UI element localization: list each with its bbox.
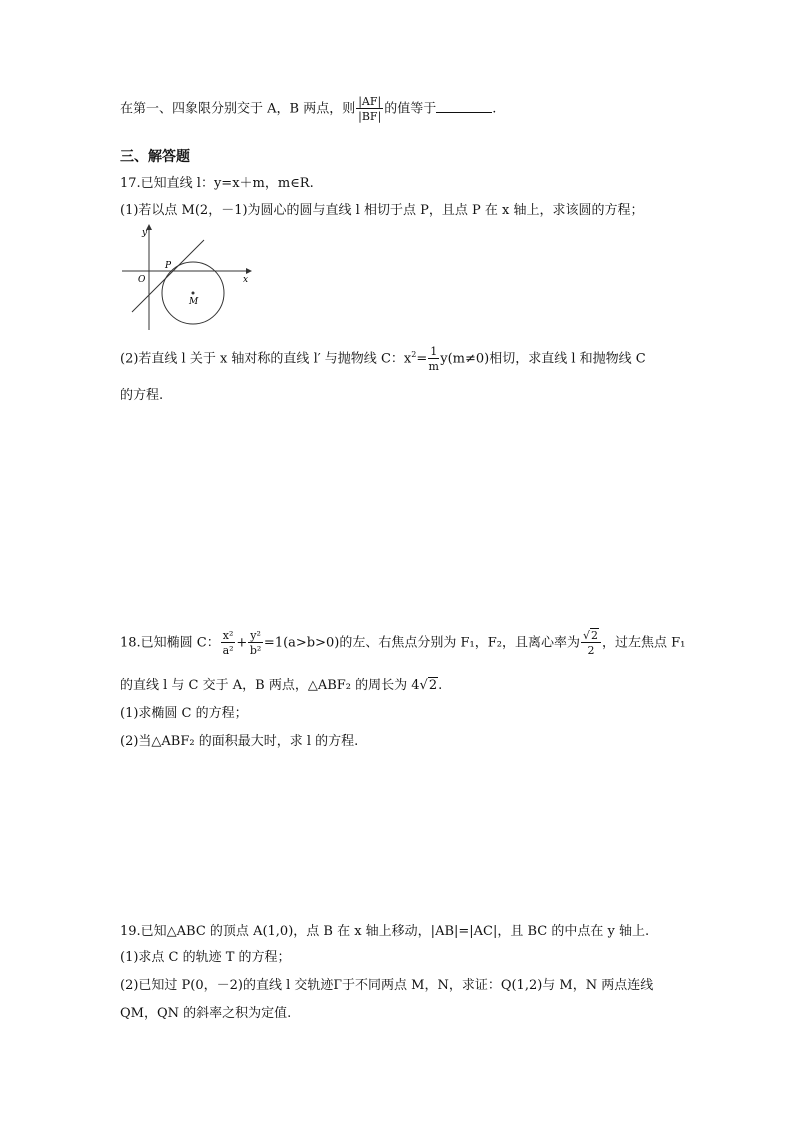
q16-line: 在第一、四象限分别交于 A，B 两点，则 $\frac{|AF|}{|BF|}$ 的值等于 . — [120, 95, 497, 123]
q18-ecc-den: 2 — [587, 644, 595, 657]
label-x: x — [243, 275, 249, 285]
q18-frac-y — [248, 630, 263, 656]
q18-ecc-num: √2 — [581, 630, 601, 643]
q17-part2-eq: = — [416, 351, 428, 367]
q17-title: 17.已知直线 l：y=x＋m，m∈R. — [120, 176, 314, 191]
label-p: P — [165, 261, 172, 271]
label-y: y — [142, 228, 148, 238]
label-m: M — [189, 297, 199, 307]
q18-line1-b: =1(a>b>0)的左、右焦点分别为 F₁，F₂，且离心率为 — [263, 635, 580, 651]
q17-frac-den: m — [428, 360, 439, 373]
q17-part2-b: y(m≠0)相切，求直线 l 和抛物线 C — [440, 351, 646, 367]
q18-line1-c: ，过左焦点 F₁ — [601, 635, 686, 651]
q17-part2-line2: 的方程. — [120, 388, 164, 403]
q18-frac-x-num: x² — [222, 629, 234, 642]
q17-part1: (1)若以点 M(2，－1)为圆心的圆与直线 l 相切于点 P，且点 P 在 x 轴上，求该圆的方程； — [120, 203, 644, 218]
label-o: O — [138, 275, 146, 285]
q18-line1 — [120, 630, 685, 656]
q19-part2-line2: QM，QN 的斜率之积为定值. — [120, 1006, 292, 1021]
q19-line1: 19.已知△ABC 的顶点 A(1,0)，点 B 在 x 轴上移动，|AB|=|AC|，且 BC 的中点在 y 轴上. — [120, 924, 650, 939]
q18-line2-a: 的直线 l 与 C 交于 A，B 两点，△ABF₂ 的周长为 4 — [120, 678, 420, 693]
q16-fraction — [356, 96, 383, 122]
q18-perimeter-sqrt: √2 — [419, 678, 438, 693]
q18-line2 — [120, 674, 442, 693]
q18-frac-y-den: b² — [249, 644, 262, 657]
q17-frac-num: 1 — [430, 345, 438, 358]
q16-frac-num: |AF| — [358, 95, 382, 108]
q19-part2-line1: (2)已知过 P(0，－2)的直线 l 交轨迹Г于不同两点 M，N，求证：Q(1,2)与 M，N 两点连线 — [120, 978, 654, 993]
q17-part2-a: (2)若直线 l 关于 x 轴对称的直线 l′ 与抛物线 C：x — [120, 351, 412, 367]
q18-line2-sqrt: 2 — [428, 678, 438, 693]
q16-text-after: 的值等于 — [384, 101, 437, 117]
q16-text-before: 在第一、四象限分别交于 A，B 两点，则 — [120, 101, 356, 117]
q19-part1: (1)求点 C 的轨迹 T 的方程； — [120, 950, 291, 965]
section-heading: 三、解答题 — [120, 149, 190, 165]
q18-line2-end: . — [438, 678, 443, 693]
center-m-dot — [192, 292, 195, 295]
q18-frac-y-num: y² — [250, 629, 261, 642]
q18-line1-a: 18.已知椭圆 C： — [120, 635, 220, 651]
x-axis-arrow — [246, 268, 252, 274]
q18-part1: (1)求椭圆 C 的方程； — [120, 706, 248, 721]
q17-figure — [118, 222, 253, 334]
q17-part2-fraction — [428, 346, 439, 372]
q18-frac-x — [221, 630, 236, 656]
q18-part2: (2)当△ABF₂ 的面积最大时，求 l 的方程. — [120, 734, 359, 749]
q16-frac-den: |BF| — [358, 110, 382, 123]
q18-eccentricity — [581, 630, 601, 656]
answer-blank — [436, 100, 492, 113]
q18-ecc-sqrt: 2 — [590, 629, 598, 642]
q17-part2 — [120, 346, 646, 372]
q18-frac-x-den: a² — [222, 644, 234, 657]
q18-plus: + — [236, 635, 248, 651]
q17-part2-sup: 2 — [411, 350, 417, 360]
